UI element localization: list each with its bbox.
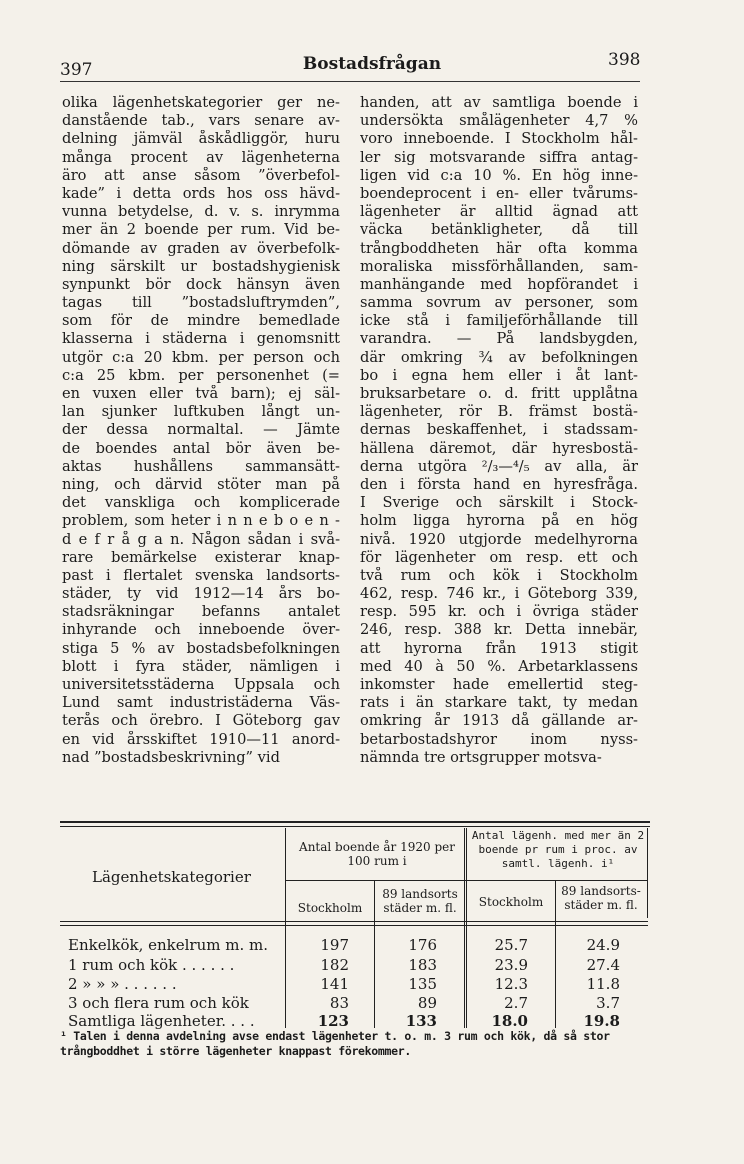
text-line: där omkring ¾ av befolkningen bbox=[360, 348, 638, 366]
text-line: kade” i detta ords hos oss hävd- bbox=[62, 184, 340, 202]
table-cell: 3.7 bbox=[596, 994, 620, 1012]
text-line: ning, och därvid stöter man på bbox=[62, 475, 340, 493]
table-row-category: Samtliga lägenheter. . . . bbox=[68, 1012, 255, 1030]
table-row-category: Enkelkök, enkelrum m. m. bbox=[68, 936, 268, 954]
text-line: väcka betänkligheter, då till bbox=[360, 221, 638, 239]
table-cell: 11.8 bbox=[586, 975, 620, 993]
subheader-stockholm-1: Stockholm bbox=[297, 901, 363, 915]
table-cell: 182 bbox=[320, 956, 349, 974]
table-row-category: 2 » » » . . . . . . bbox=[68, 975, 177, 993]
text-line: hällena däremot, där hyresbostä- bbox=[360, 439, 638, 457]
text-line: ning särskilt ur bostadshygienisk bbox=[62, 257, 340, 275]
page-number-right: 398 bbox=[608, 50, 641, 70]
hline-header-bottom2 bbox=[60, 925, 648, 926]
text-line: mer än 2 boende per rum. Vid be- bbox=[62, 221, 340, 239]
text-line: att hyrorna från 1913 stigit bbox=[360, 639, 638, 657]
text-line: der dessa normaltal. — Jämte bbox=[62, 421, 340, 439]
text-line: derna utgöra ²/₃—⁴/₅ av alla, är bbox=[360, 457, 638, 475]
text-line: nämnda tre ortsgrupper motsva- bbox=[360, 748, 602, 766]
text-line: stiga 5 % av bostadsbefolkningen bbox=[62, 639, 340, 657]
text-line: inhyrande och inneboende över- bbox=[62, 621, 340, 639]
text-line: en vid årsskiftet 1910—11 anord- bbox=[62, 730, 340, 748]
text-line: det vanskliga och komplicerade bbox=[62, 494, 340, 512]
table-cell: 183 bbox=[408, 956, 437, 974]
table-row-category: 1 rum och kök . . . . . . bbox=[68, 956, 235, 974]
table-cell: 18.0 bbox=[491, 1012, 528, 1030]
text-line: lan sjunker luftkuben långt un- bbox=[62, 403, 340, 421]
table-row-category: 3 och flera rum och kök bbox=[68, 994, 249, 1012]
table-cell: 89 bbox=[417, 994, 437, 1012]
text-line: moraliska missförhållanden, sam- bbox=[360, 257, 638, 275]
text-line: inkomster hade emellertid steg- bbox=[360, 676, 638, 693]
text-line: 246, resp. 388 kr. Detta innebär, bbox=[360, 621, 638, 639]
text-line: städer, ty vid 1912—14 års bo- bbox=[62, 585, 340, 603]
table-cell: 12.3 bbox=[494, 975, 528, 993]
text-line: past i flertalet svenska landsorts- bbox=[62, 566, 340, 584]
text-line: en vuxen eller två barn); ej säl- bbox=[62, 385, 340, 402]
text-line: voro inneboende. I Stockholm hål- bbox=[360, 130, 638, 148]
text-line: boendeprocent i en- eller tvårums- bbox=[360, 184, 638, 202]
vline-4 bbox=[555, 880, 556, 1028]
text-line: problem, som heter i n n e b o e n - bbox=[62, 512, 340, 530]
hline-header-bottom bbox=[60, 921, 648, 922]
text-line: nivå. 1920 utgjorde medelhyrorna bbox=[360, 530, 638, 548]
text-line: två rum och kök i Stockholm bbox=[360, 566, 638, 584]
text-line: danstående tab., vars senare av- bbox=[62, 112, 340, 130]
right-text-column bbox=[360, 94, 638, 767]
subheader-stockholm-2: Stockholm bbox=[478, 895, 544, 909]
page-number-left: 397 bbox=[60, 60, 93, 80]
text-line: synpunkt bör dock hänsyn även bbox=[62, 275, 340, 293]
text-line: nad ”bostadsbeskrivning” vid bbox=[62, 748, 280, 766]
text-line: utgör c:a 20 kbm. per person och bbox=[62, 348, 340, 366]
text-line: ler sig motsvarande siffra antag- bbox=[360, 148, 638, 166]
text-line: den i första hand en hyresfråga. bbox=[360, 475, 638, 493]
text-line: 462, resp. 746 kr., i Göteborg 339, bbox=[360, 585, 638, 603]
table-cell: 176 bbox=[408, 936, 437, 954]
text-line: betarbostadshyror inom nyss- bbox=[360, 730, 638, 748]
text-line: omkring år 1913 då gällande ar- bbox=[360, 712, 638, 730]
page-title: Bostadsfrågan bbox=[302, 54, 442, 74]
text-line: klasserna i städerna i genomsnitt bbox=[62, 330, 340, 348]
text-line: stadsräkningar befanns antalet bbox=[62, 603, 340, 621]
text-line: varandra. — På landsbygden, bbox=[360, 330, 638, 348]
text-line: delning jämväl åskådliggör, huru bbox=[62, 130, 340, 148]
text-line: c:a 25 kbm. per personenhet (= bbox=[62, 366, 340, 384]
header-rule bbox=[60, 81, 640, 82]
text-line: handen, att av samtliga boende i bbox=[360, 94, 638, 111]
table-top-rule-thin bbox=[60, 826, 650, 827]
text-line: resp. 595 kr. och i övriga städer bbox=[360, 603, 638, 621]
left-text-column bbox=[62, 94, 340, 767]
table-cell: 123 bbox=[317, 1012, 349, 1030]
text-line: d e f r å g a n. Någon sådan i svå- bbox=[62, 530, 340, 548]
table-cell: 27.4 bbox=[586, 956, 620, 974]
vline-3b bbox=[466, 828, 467, 1028]
vline-1 bbox=[285, 828, 286, 1028]
table-cell: 133 bbox=[405, 1012, 437, 1030]
text-line: icke stå i familjeförhållande till bbox=[360, 312, 638, 330]
text-line: bruksarbetare o. d. fritt upplåtna bbox=[360, 385, 638, 402]
table-cell: 141 bbox=[320, 975, 349, 993]
text-line: universitetsstäderna Uppsala och bbox=[62, 676, 340, 693]
text-line: terås och örebro. I Göteborg gav bbox=[62, 712, 340, 730]
text-line: olika lägenhetskategorier ger ne- bbox=[62, 94, 340, 111]
text-line: manhängande med hopförandet i bbox=[360, 275, 638, 293]
table-cell: 23.9 bbox=[494, 956, 528, 974]
subheader-landsorts-2: 89 landsorts- städer m. fl. bbox=[561, 884, 641, 912]
text-line: undersökta smålägenheter 4,7 % bbox=[360, 112, 638, 130]
text-line: dömande av graden av överbefolk- bbox=[62, 239, 340, 257]
text-line: rats i än starkare takt, ty medan bbox=[360, 694, 638, 712]
hline-group bbox=[285, 880, 647, 881]
table-cell: 24.9 bbox=[586, 936, 620, 954]
subheader-landsorts-1: 89 landsorts städer m. fl. bbox=[382, 887, 458, 915]
text-line: lägenheter, rör B. främst bostä- bbox=[360, 403, 638, 421]
table-cell: 197 bbox=[320, 936, 349, 954]
text-line: dernas beskaffenhet, i stadssam- bbox=[360, 421, 638, 439]
vline-5 bbox=[647, 828, 648, 918]
table-cell: 25.7 bbox=[494, 936, 528, 954]
text-line: för lägenheter om resp. ett och bbox=[360, 548, 638, 566]
text-line: som för de mindre bemedlade bbox=[62, 312, 340, 330]
text-line: de boendes antal bör även be- bbox=[62, 439, 340, 457]
category-header: Lägenhetskategorier bbox=[92, 868, 251, 886]
text-line: med 40 à 50 %. Arbetarklassens bbox=[360, 657, 638, 675]
text-line: aktas hushållens sammansätt- bbox=[62, 457, 340, 475]
vline-3 bbox=[464, 828, 465, 1028]
table-cell: 83 bbox=[329, 994, 349, 1012]
text-line: många procent av lägenheterna bbox=[62, 148, 340, 166]
text-line: rare bemärkelse existerar knap- bbox=[62, 548, 340, 566]
table-cell: 135 bbox=[408, 975, 437, 993]
text-line: bo i egna hem eller i åt lant- bbox=[360, 366, 638, 384]
table-top-rule bbox=[60, 821, 650, 823]
group1-header: Antal boende år 1920 per 100 rum i bbox=[299, 840, 455, 868]
text-line: Lund samt industristäderna Väs- bbox=[62, 694, 340, 712]
text-line: blott i fyra städer, nämligen i bbox=[62, 657, 340, 675]
footnote: ¹ Talen i denna avdelning avse endast lägenheter t. o. m. 3 rum och kök, då så stor trångboddhet i större lägenheter knappast förekommer. bbox=[60, 1029, 610, 1058]
text-line: I Sverige och särskilt i Stock- bbox=[360, 494, 638, 512]
vline-2 bbox=[374, 880, 375, 1028]
table-cell: 19.8 bbox=[583, 1012, 620, 1030]
text-line: tagas till ”bostadsluftrymden”, bbox=[62, 294, 340, 312]
text-line: ligen vid c:a 10 %. En hög inne- bbox=[360, 166, 638, 184]
text-line: vunna betydelse, d. v. s. inrymma bbox=[62, 203, 340, 221]
text-line: lägenheter är alltid ägnad att bbox=[360, 203, 638, 221]
text-line: holm ligga hyrorna på en hög bbox=[360, 512, 638, 530]
text-line: samma sovrum av personer, som bbox=[360, 294, 638, 312]
group2-header: Antal lägenh. med mer än 2 boende pr rum i proc. av samtl. lägenh. i¹ bbox=[471, 829, 645, 870]
text-line: trångboddheten här ofta komma bbox=[360, 239, 638, 257]
table-cell: 2.7 bbox=[504, 994, 528, 1012]
text-line: äro att anse såsom ”överbefol- bbox=[62, 166, 340, 184]
